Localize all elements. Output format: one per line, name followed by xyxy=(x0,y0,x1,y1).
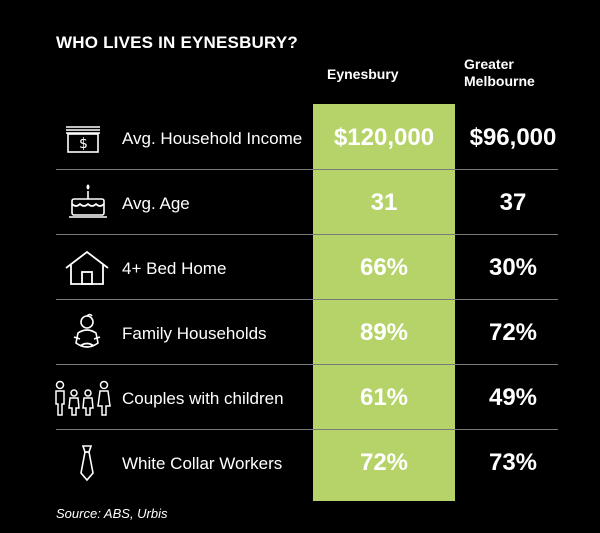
melbourne-value: 37 xyxy=(499,189,527,216)
eynesbury-value: 66% xyxy=(359,254,409,281)
row-divider xyxy=(56,429,558,430)
row-label: Avg. Age xyxy=(122,194,190,213)
page-title: WHO LIVES IN EYNESBURY? xyxy=(56,33,298,52)
row-label: Family Households xyxy=(122,324,267,343)
birthday-cake-icon xyxy=(60,183,110,223)
table-row xyxy=(0,172,600,234)
table-row xyxy=(0,302,600,364)
column-header-greater-melbourne xyxy=(464,56,535,90)
eynesbury-value: 72% xyxy=(359,449,409,476)
svg-text:$: $ xyxy=(79,136,88,152)
row-label: White Collar Workers xyxy=(122,454,283,473)
table-row xyxy=(0,237,600,299)
table-row xyxy=(0,367,600,429)
row-label: Couples with children xyxy=(122,389,284,408)
eynesbury-value: 61% xyxy=(359,384,409,411)
baby-icon xyxy=(60,313,110,353)
table-row xyxy=(0,107,600,169)
row-label: 4+ Bed Home xyxy=(122,259,227,278)
melbourne-value: 30% xyxy=(488,254,538,281)
family-icon xyxy=(54,378,104,418)
row-label: Avg. Household Income xyxy=(122,129,303,148)
table-row xyxy=(0,432,600,494)
column-header-melbourne-line: Melbourne xyxy=(464,73,535,89)
eynesbury-value: $120,000 xyxy=(333,124,435,151)
melbourne-value: 49% xyxy=(488,384,538,411)
tie-icon xyxy=(60,443,110,483)
row-divider xyxy=(56,299,558,300)
column-header-greater-line: Greater xyxy=(464,56,514,72)
eynesbury-value: 89% xyxy=(359,319,409,346)
row-divider xyxy=(56,234,558,235)
melbourne-value: 72% xyxy=(488,319,538,346)
column-header-eynesbury: Eynesbury xyxy=(327,66,399,82)
row-divider xyxy=(56,169,558,170)
row-divider xyxy=(56,364,558,365)
house-icon xyxy=(60,248,110,288)
source-note: Source: ABS, Urbis xyxy=(56,506,168,521)
cash-icon xyxy=(60,118,110,158)
melbourne-value: 73% xyxy=(488,449,538,476)
melbourne-value: $96,000 xyxy=(469,124,557,151)
eynesbury-value: 31 xyxy=(370,189,398,216)
